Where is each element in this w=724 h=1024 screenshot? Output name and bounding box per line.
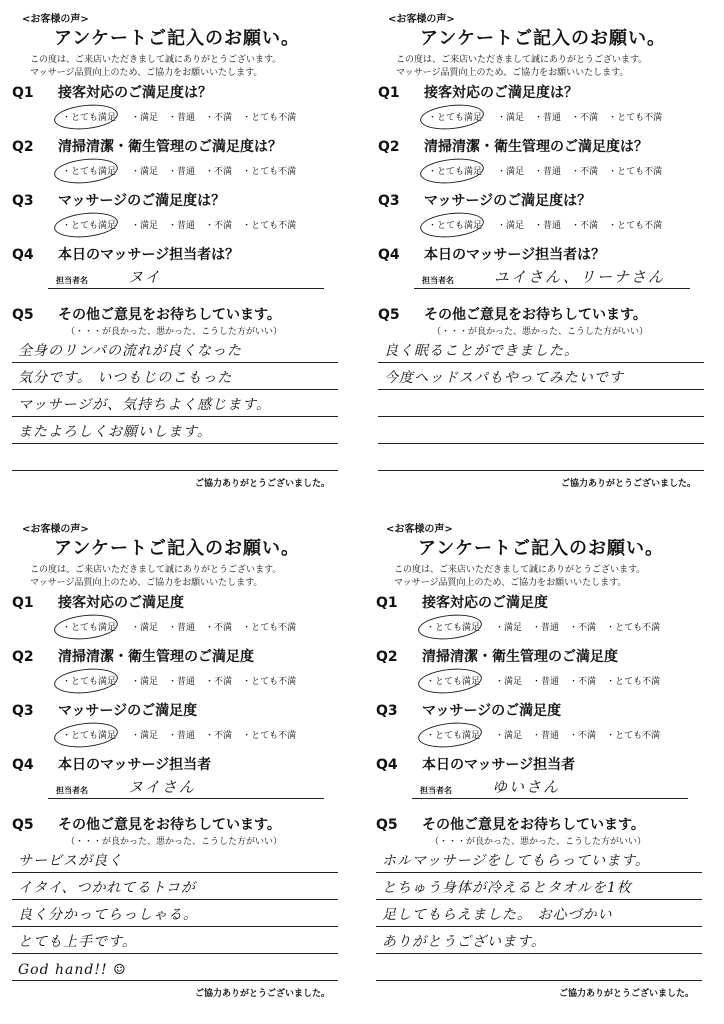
rating-option[interactable]: ・普通 [168,731,196,741]
rating-option[interactable]: ・とても満足 [426,731,481,741]
question-3 [12,190,225,210]
rating-option[interactable]: ・とても満足 [62,677,117,687]
question-text: 本日のマッサージ担当者は？ [424,247,606,263]
question-text: 接客対応のご満足度 [422,595,548,611]
question-1 [12,592,184,612]
question-number: Q5 [12,307,34,323]
rating-option[interactable]: ・普通 [532,677,560,687]
rating-options [428,164,672,177]
handwritten-comment: とても上手です。 [18,934,137,950]
handwritten-comment: イタイ、つかれてるトコが [18,880,196,896]
handwritten-comment: 気分です。 いつもじのこもった [18,370,233,386]
handwritten-comment: ホルマッサージをしてもらっています。 [382,853,651,869]
question-number: Q3 [376,703,398,719]
question-2 [376,646,618,666]
survey-sheet [2,4,352,496]
question-text: 接客対応のご満足度 [58,595,184,611]
rating-option[interactable]: ・不満 [569,731,597,741]
question-number: Q4 [376,757,398,773]
rating-option[interactable]: ・とても満足 [62,221,117,231]
comment-line[interactable] [12,927,338,954]
comment-line[interactable] [378,417,704,444]
question-text: マッサージのご満足度 [58,703,198,719]
question-text: マッサージのご満足度は？ [58,193,226,209]
question-4 [12,754,211,774]
staff-name-label: 担当者名 [422,276,454,285]
question-text: 接客対応のご満足度は？ [58,85,212,101]
question-text: 本日のマッサージ担当者は？ [58,247,240,263]
rating-option[interactable]: ・普通 [534,221,562,231]
intro-line: この度は、ご来店いただきまして誠にありがとうございます。 [394,565,646,575]
handwritten-comment: サービスが良く [18,853,123,869]
question-number: Q2 [12,139,34,155]
survey-title: アンケートご記入のお願い。 [420,28,666,49]
comment-hint: （・・・が良かった、悪かった、こうした方がいい） [432,327,649,337]
rating-option[interactable]: ・とても満足 [428,167,483,177]
rating-option[interactable]: ・満足 [131,221,159,231]
rating-option[interactable]: ・不満 [571,221,599,231]
rating-options [62,110,306,123]
thanks-message: ご協力ありがとうございました。 [560,479,696,489]
question-5 [12,304,281,324]
rating-options [428,110,672,123]
handwritten-comment: 今度ヘッドスパもやってみたいです [384,370,624,386]
question-number: Q1 [12,85,34,101]
question-text: 接客対応のご満足度は？ [424,85,578,101]
question-5 [12,814,281,834]
comment-line[interactable] [12,954,338,981]
question-1 [12,82,212,102]
intro-line: マッサージ品質向上のため、ご協力をお願いいたします。 [30,578,263,588]
rating-option[interactable]: ・満足 [131,731,159,741]
intro-line: この度は、ご来店いただきまして誠にありがとうございます。 [30,565,282,575]
rating-option[interactable]: ・とても不満 [606,731,661,741]
question-number: Q5 [378,307,400,323]
thanks-message: ご協力ありがとうございました。 [194,989,330,999]
question-number: Q2 [12,649,34,665]
question-text: マッサージのご満足度 [422,703,562,719]
rating-option[interactable]: ・とても満足 [62,623,117,633]
comment-line[interactable] [378,444,704,471]
comment-line[interactable] [12,444,338,471]
question-2 [12,646,254,666]
question-text: 清掃清潔・衛生管理のご満足度は？ [58,139,282,155]
question-text: 本日のマッサージ担当者 [58,757,212,773]
question-4 [378,244,605,264]
handwritten-comment: 全身のリンパの流れが良くなった [18,343,243,359]
rating-option[interactable]: ・とても不満 [242,221,297,231]
rating-option[interactable]: ・普通 [168,113,196,123]
rating-option[interactable]: ・満足 [495,623,523,633]
rating-option[interactable]: ・とても不満 [242,677,297,687]
rating-options [426,674,670,687]
intro-line: この度は、ご来店いただきまして誠にありがとうございます。 [396,55,648,65]
rating-option[interactable]: ・普通 [168,677,196,687]
survey-intro [396,54,647,80]
rating-option[interactable]: ・とても不満 [242,167,297,177]
comment-line[interactable] [12,900,338,927]
rating-option[interactable]: ・不満 [205,677,233,687]
rating-option[interactable]: ・普通 [168,623,196,633]
survey-intro [30,54,281,80]
comment-hint: （・・・が良かった、悪かった、こうした方がいい） [66,327,283,337]
intro-line: この度は、ご来店いただきまして誠にありがとうございます。 [30,55,282,65]
customer-voice-tag: <お客様の声> [22,524,89,535]
question-number: Q3 [12,193,34,209]
staff-name-label: 担当者名 [420,786,452,795]
rating-option[interactable]: ・とても満足 [62,167,117,177]
rating-options [62,620,306,633]
rating-options [62,674,306,687]
rating-option[interactable]: ・不満 [205,221,233,231]
rating-option[interactable]: ・とても満足 [426,623,481,633]
survey-sheet [368,4,718,496]
rating-options [428,218,672,231]
question-number: Q4 [12,757,34,773]
question-text: 本日のマッサージ担当者 [422,757,576,773]
customer-voice-tag: <お客様の声> [388,14,455,25]
question-3 [376,700,561,720]
rating-option[interactable]: ・とても満足 [426,677,481,687]
question-number: Q1 [376,595,398,611]
rating-option[interactable]: ・とても不満 [608,221,663,231]
staff-name-value: ヌイ [128,268,162,286]
rating-option[interactable]: ・不満 [205,731,233,741]
comment-line[interactable] [12,390,338,417]
rating-options [426,620,670,633]
question-number: Q5 [376,817,398,833]
rating-option[interactable]: ・とても不満 [242,113,297,123]
staff-name-field[interactable] [414,268,690,289]
rating-option[interactable]: ・とても不満 [242,623,297,633]
comment-line[interactable] [12,873,338,900]
rating-options [62,728,306,741]
survey-title: アンケートご記入のお願い。 [54,538,300,559]
rating-option[interactable]: ・とても不満 [608,167,663,177]
rating-option[interactable]: ・とても不満 [242,731,297,741]
comment-line[interactable] [12,336,338,363]
handwritten-comment: God hand!! ☺ [18,962,127,978]
customer-voice-tag: <お客様の声> [22,14,89,25]
rating-options [62,164,306,177]
rating-option[interactable]: ・とても満足 [62,113,117,123]
rating-option[interactable]: ・不満 [569,677,597,687]
staff-name-value: ゆいさん [492,778,561,796]
staff-name-field[interactable] [48,268,324,289]
question-text: 清掃清潔・衛生管理のご満足度は？ [424,139,648,155]
comment-line[interactable] [376,873,702,900]
staff-name-value: ユイさん、リーナさん [494,268,665,286]
handwritten-comment: とちゅう身体が冷えるとタオルを1枚 [382,880,632,896]
rating-option[interactable]: ・不満 [205,113,233,123]
customer-voice-tag: <お客様の声> [386,524,453,535]
rating-option[interactable]: ・不満 [569,623,597,633]
comment-line[interactable] [378,336,704,363]
survey-title: アンケートご記入のお願い。 [418,538,664,559]
rating-option[interactable]: ・満足 [497,113,525,123]
rating-option[interactable]: ・普通 [532,623,560,633]
staff-name-field[interactable] [412,778,688,799]
comment-line[interactable] [376,900,702,927]
thanks-message: ご協力ありがとうございました。 [558,989,694,999]
question-1 [378,82,578,102]
comment-line[interactable] [376,927,702,954]
rating-option[interactable]: ・満足 [131,677,159,687]
staff-name-label: 担当者名 [56,276,88,285]
rating-option[interactable]: ・普通 [532,731,560,741]
comment-hint: （・・・が良かった、悪かった、こうした方がいい） [430,837,647,847]
rating-option[interactable]: ・とても不満 [606,623,661,633]
handwritten-comment: ありがとうございます。 [382,934,546,950]
staff-name-value: ヌイさん [128,778,196,796]
rating-option[interactable]: ・普通 [534,113,562,123]
survey-intro [394,564,645,590]
survey-title: アンケートご記入のお願い。 [54,28,300,49]
survey-sheet [366,514,716,1006]
comment-hint: （・・・が良かった、悪かった、こうした方がいい） [66,837,283,847]
question-3 [12,700,197,720]
rating-option[interactable]: ・満足 [131,113,159,123]
rating-option[interactable]: ・満足 [497,221,525,231]
survey-sheet [2,514,352,1006]
comment-line[interactable] [12,846,338,873]
comment-line[interactable] [12,363,338,390]
rating-option[interactable]: ・不満 [205,623,233,633]
intro-line: マッサージ品質向上のため、ご協力をお願いいたします。 [394,578,627,588]
rating-option[interactable]: ・とても不満 [606,677,661,687]
thanks-message: ご協力ありがとうございました。 [194,479,330,489]
rating-option[interactable]: ・とても満足 [428,113,483,123]
handwritten-comment: 足してもらえました。 お心づかい [382,907,613,923]
question-5 [378,304,647,324]
rating-option[interactable]: ・普通 [168,167,196,177]
question-text: その他ご意見をお待ちしています。 [422,817,645,833]
staff-name-field[interactable] [48,778,324,799]
rating-option[interactable]: ・とても満足 [428,221,483,231]
question-number: Q4 [378,247,400,263]
rating-option[interactable]: ・満足 [131,167,159,177]
survey-intro [30,564,281,590]
rating-option[interactable]: ・満足 [495,677,523,687]
rating-option[interactable]: ・不満 [571,167,599,177]
question-number: Q2 [378,139,400,155]
rating-option[interactable]: ・普通 [534,167,562,177]
handwritten-comment: またよろしくお願いします。 [18,424,212,440]
question-5 [376,814,645,834]
rating-options [62,218,306,231]
question-number: Q4 [12,247,34,263]
handwritten-comment: 良く分かってらっしゃる。 [18,907,198,923]
question-text: マッサージのご満足度は？ [424,193,592,209]
handwritten-comment: 良く眠ることができました。 [384,343,579,359]
question-text: 清掃清潔・衛生管理のご満足度 [58,649,254,665]
question-number: Q3 [12,703,34,719]
intro-line: マッサージ品質向上のため、ご協力をお願いいたします。 [30,68,263,78]
question-2 [12,136,282,156]
rating-option[interactable]: ・不満 [205,167,233,177]
question-4 [12,244,239,264]
question-number: Q1 [12,595,34,611]
intro-line: マッサージ品質向上のため、ご協力をお願いいたします。 [396,68,629,78]
question-number: Q1 [378,85,400,101]
rating-option[interactable]: ・とても満足 [62,731,117,741]
question-3 [378,190,591,210]
question-text: その他ご意見をお待ちしています。 [58,817,281,833]
rating-option[interactable]: ・満足 [131,623,159,633]
comment-line[interactable] [12,417,338,444]
rating-option[interactable]: ・普通 [168,221,196,231]
rating-option[interactable]: ・とても不満 [608,113,663,123]
question-2 [378,136,648,156]
comment-line[interactable] [376,846,702,873]
rating-option[interactable]: ・満足 [495,731,523,741]
rating-options [426,728,670,741]
question-text: その他ご意見をお待ちしています。 [58,307,281,323]
comment-line[interactable] [376,954,702,981]
question-number: Q5 [12,817,34,833]
question-4 [376,754,575,774]
question-number: Q2 [376,649,398,665]
rating-option[interactable]: ・不満 [571,113,599,123]
question-text: その他ご意見をお待ちしています。 [424,307,647,323]
question-text: 清掃清潔・衛生管理のご満足度 [422,649,618,665]
staff-name-label: 担当者名 [56,786,88,795]
handwritten-comment: マッサージが、気持ちよく感じます。 [18,397,272,413]
comment-line[interactable] [378,390,704,417]
comment-line[interactable] [378,363,704,390]
rating-option[interactable]: ・満足 [497,167,525,177]
question-1 [376,592,548,612]
question-number: Q3 [378,193,400,209]
